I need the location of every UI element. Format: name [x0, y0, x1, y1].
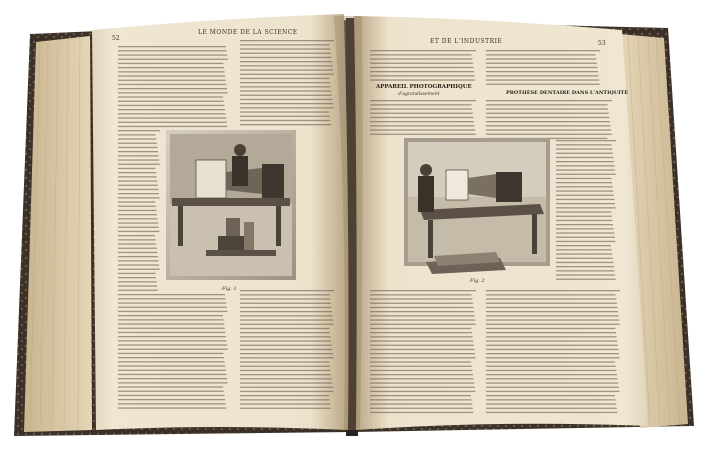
left-figure-caption: Fig. 1 [222, 286, 237, 292]
left-page-number: 52 [112, 35, 120, 42]
left-running-head: LE MONDE DE LA SCIENCE [198, 29, 298, 36]
right-heading-dentistry: PROTHÈSE DENTAIRE DANS L'ANTIQUITÉ [506, 90, 629, 96]
right-running-head: ET DE L'INDUSTRIE [430, 38, 503, 45]
right-figure-caption: Fig. 2 [470, 278, 485, 284]
right-subheading-camera: d'agrandissement [398, 92, 440, 97]
illustration-projector-right [404, 138, 550, 274]
illustration-enlarger-left [166, 130, 296, 280]
right-page-number: 53 [598, 40, 606, 47]
right-heading-camera: APPAREIL PHOTOGRAPHIQUE [376, 84, 472, 90]
